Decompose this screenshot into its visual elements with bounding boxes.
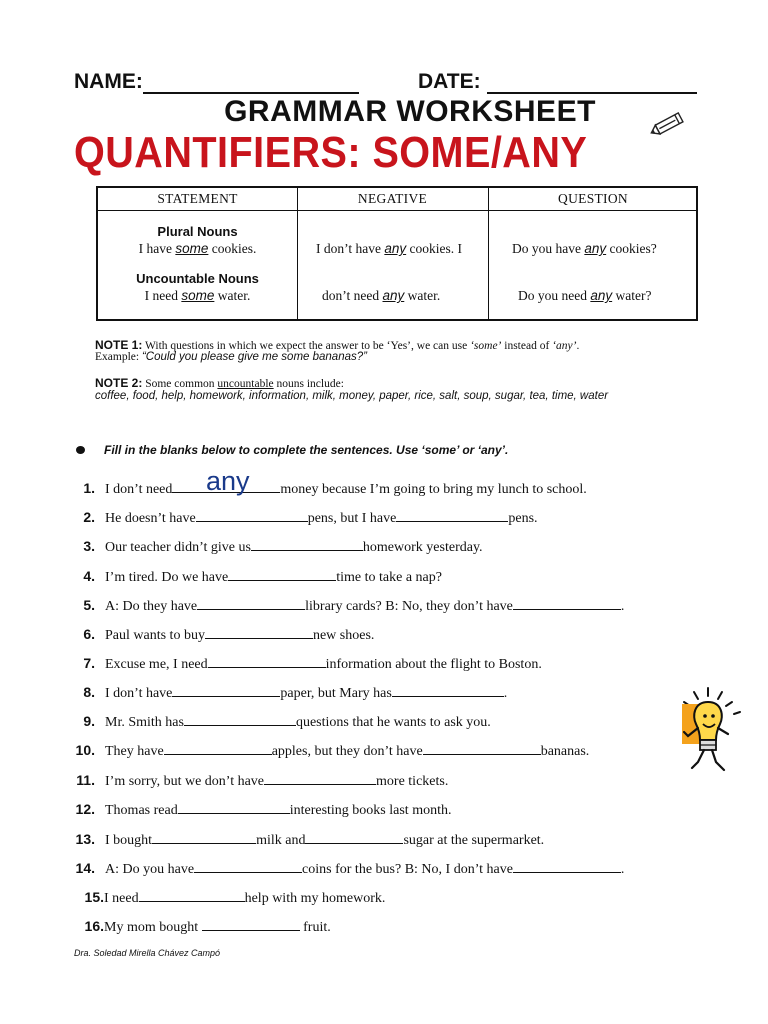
exercise-sentence	[105, 713, 491, 731]
exercise-sentence	[105, 538, 483, 556]
exercise-number: 2.	[83, 509, 95, 525]
sentence-text: paper, but Mary has	[280, 686, 392, 701]
exercise-sentence	[105, 742, 589, 760]
sentence-text: Our teacher didn’t give us	[105, 540, 251, 555]
sentence-text: pens.	[508, 511, 538, 526]
sentence-text: new shoes.	[312, 628, 375, 643]
exercise-number: 5.	[83, 597, 95, 613]
header-negative: NEGATIVE	[357, 191, 428, 206]
date-label: DATE:	[418, 70, 481, 93]
sentence-text: I’m sorry, but we don’t have	[105, 774, 265, 789]
sentence-text: apples, but they don’t have	[271, 744, 423, 759]
sentence-text: .	[503, 686, 508, 701]
footer-author: Dra. Soledad Mirella Chávez Campó	[74, 948, 221, 958]
answer-blank[interactable]	[513, 597, 621, 610]
sentence-text: help with my homework.	[244, 891, 386, 906]
exercise-sentence	[105, 860, 624, 878]
exercise-number: 16.	[84, 918, 104, 934]
sentence-text: Excuse me, I need	[105, 657, 208, 672]
exercise-sentence	[105, 684, 507, 702]
sentence-text: They have	[105, 744, 164, 759]
exercise-sentence	[105, 801, 451, 819]
exercise-sentence	[104, 918, 331, 936]
sentence-text: Paul wants to buy	[105, 628, 205, 643]
answer-blank[interactable]	[164, 742, 272, 755]
main-title: QUANTIFIERS: SOME/ANY	[74, 128, 588, 177]
answer-blank[interactable]	[208, 655, 326, 668]
header-question: QUESTION	[558, 191, 628, 206]
plural-statement: I have some cookies.	[138, 241, 257, 256]
exercise-number: 3.	[83, 538, 95, 554]
sentence-text: bananas.	[540, 744, 590, 759]
exercise-sentence	[105, 509, 538, 527]
sentence-text: I need	[104, 891, 139, 906]
sentence-text: I bought	[105, 833, 153, 848]
exercise-number: 10.	[75, 742, 95, 758]
sentence-text: more tickets.	[376, 774, 449, 789]
answer-blank[interactable]	[202, 918, 300, 931]
exercise-sentence	[105, 626, 374, 644]
sentence-text: fruit.	[299, 920, 331, 935]
exercise-sentence	[105, 772, 448, 790]
sentence-text: I’m tired. Do we have	[105, 570, 229, 585]
sentence-text: homework yesterday.	[362, 540, 483, 555]
exercise-number: 12.	[75, 801, 95, 817]
name-field-line[interactable]	[143, 92, 359, 94]
exercise-number: 13.	[75, 831, 95, 847]
handwritten-answer: any	[206, 466, 250, 496]
sentence-text: .	[620, 599, 625, 614]
exercise-sentence	[104, 889, 385, 907]
sentence-text: information about the flight to Boston.	[325, 657, 542, 672]
answer-blank[interactable]	[228, 568, 336, 581]
table-divider	[488, 188, 489, 319]
sentence-text: money because I’m going to bring my lunch to school.	[280, 482, 587, 497]
sentence-text: questions that he wants to ask you.	[295, 715, 491, 730]
note-1-example: Example: “Could you please give me some bananas?”	[95, 351, 367, 363]
uncountable-statement: I need some water.	[144, 288, 251, 303]
note-2: NOTE 2: Some common uncountable nouns include:	[95, 376, 344, 390]
name-label: NAME:	[74, 70, 143, 93]
uncountable-question: Do you need any water?	[518, 288, 652, 303]
answer-blank[interactable]	[194, 860, 302, 873]
exercise-sentence	[105, 655, 542, 673]
answer-blank[interactable]	[178, 801, 290, 814]
pencil-icon	[648, 108, 692, 138]
worksheet-title: GRAMMAR WORKSHEET	[224, 95, 596, 128]
exercise-number: 15.	[84, 889, 104, 905]
exercise-number: 9.	[83, 713, 95, 729]
uncountable-nouns-label: Uncountable Nouns	[136, 271, 259, 286]
answer-blank[interactable]	[197, 597, 305, 610]
answer-blank[interactable]	[196, 509, 308, 522]
sentence-text: He doesn’t have	[105, 511, 196, 526]
exercise-number: 4.	[83, 568, 95, 584]
answer-blank[interactable]	[392, 684, 504, 697]
answer-blank[interactable]	[139, 889, 245, 902]
sentence-text: My mom bought	[104, 920, 202, 935]
quantifier-table	[96, 186, 698, 321]
sentence-text: A: Do you have	[105, 862, 195, 877]
exercise-sentence	[105, 480, 587, 498]
exercise-sentence	[105, 568, 442, 586]
sentence-text: Mr. Smith has	[105, 715, 184, 730]
answer-blank[interactable]	[251, 538, 363, 551]
sentence-text: sugar at the supermarket.	[403, 833, 545, 848]
sentence-text: library cards? B: No, they don’t have	[305, 599, 513, 614]
answer-blank[interactable]	[205, 626, 313, 639]
exercise-sentence	[105, 597, 624, 615]
exercise-number: 8.	[83, 684, 95, 700]
sentence-text: coins for the bus? B: No, I don’t have	[302, 862, 513, 877]
exercise-number: 11.	[76, 772, 95, 788]
exercise-number: 14.	[75, 860, 95, 876]
sentence-text: I don’t have	[105, 686, 173, 701]
sentence-text: Thomas read	[105, 803, 178, 818]
sentence-text: pens, but I have	[307, 511, 397, 526]
uncountable-negative: don’t need any water.	[322, 288, 441, 303]
sentence-text: interesting books last month.	[289, 803, 452, 818]
exercise-number: 1.	[83, 480, 95, 496]
plural-negative: I don’t have any cookies. I	[316, 241, 462, 256]
exercise-sentence	[105, 831, 544, 849]
answer-blank[interactable]	[305, 831, 403, 844]
sentence-text: .	[620, 862, 625, 877]
answer-blank[interactable]	[184, 713, 296, 726]
answer-blank[interactable]	[513, 860, 621, 873]
answer-blank[interactable]	[264, 772, 376, 785]
sentence-text: A: Do they have	[105, 599, 198, 614]
exercise-number: 7.	[83, 655, 95, 671]
note-1: NOTE 1: With questions in which we expect the answer to be ‘Yes’, we can use ‘some’ instead of ‘any’.	[95, 338, 580, 352]
bullet-icon	[76, 446, 85, 454]
exercise-number: 6.	[83, 626, 95, 642]
sentence-text: time to take a nap?	[336, 570, 442, 585]
header-statement: STATEMENT	[157, 191, 238, 206]
sentence-text: I don’t need	[105, 482, 173, 497]
sentence-text: milk and	[256, 833, 306, 848]
table-divider	[297, 188, 298, 319]
date-field-line[interactable]	[487, 92, 697, 94]
plural-nouns-label: Plural Nouns	[157, 224, 238, 239]
answer-blank[interactable]	[152, 831, 256, 844]
plural-question: Do you have any cookies?	[512, 241, 657, 256]
lightbulb-character-icon	[672, 684, 744, 776]
answer-blank[interactable]	[172, 684, 280, 697]
instruction-text: Fill in the blanks below to complete the sentences. Use ‘some’ or ‘any’.	[104, 443, 509, 457]
note-2-noun-list: coffee, food, help, homework, information, milk, money, paper, rice, salt, soup, sugar, tea, time, water	[95, 390, 609, 402]
answer-blank[interactable]	[396, 509, 508, 522]
answer-blank[interactable]	[423, 742, 541, 755]
